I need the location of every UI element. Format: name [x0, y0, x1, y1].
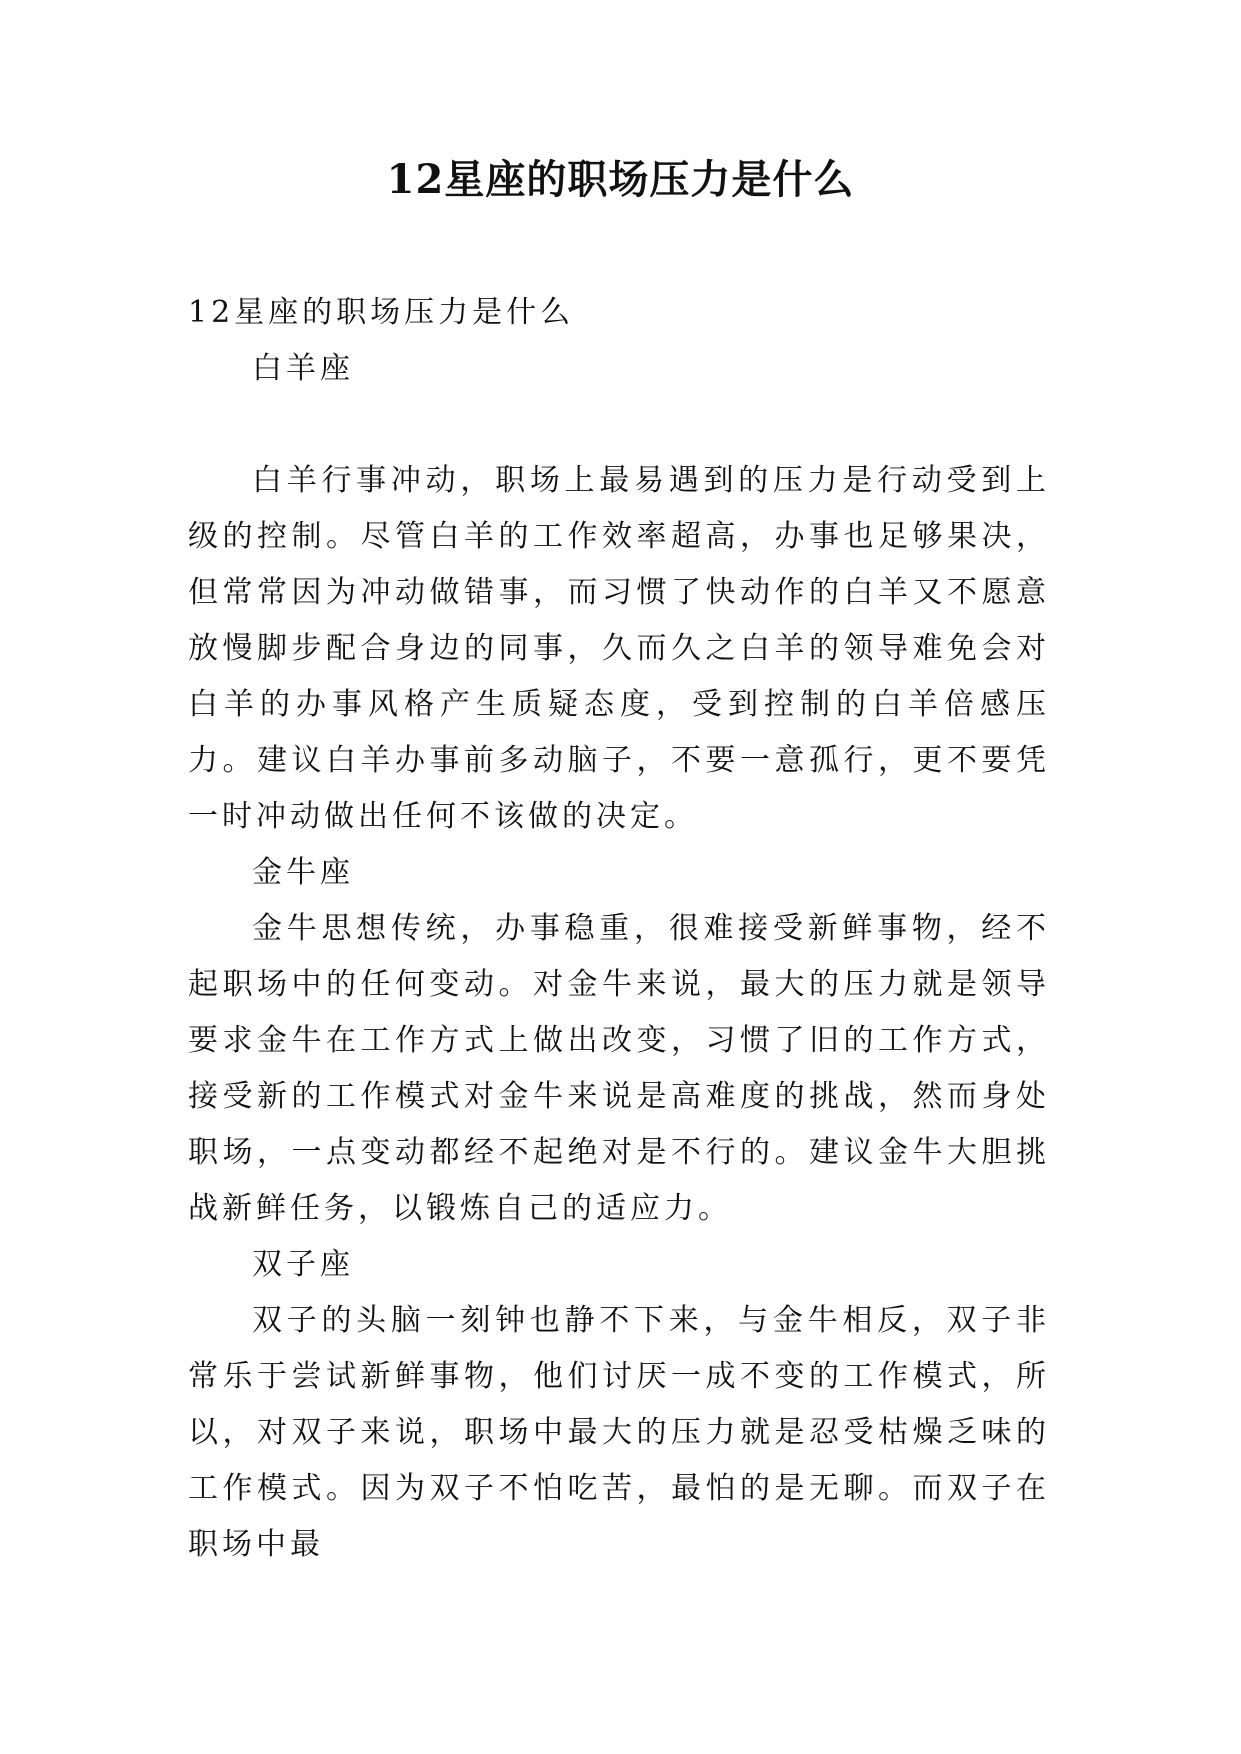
section-heading-taurus: 金牛座 — [252, 855, 354, 890]
section-heading-gemini: 双子座 — [252, 1247, 354, 1282]
section-paragraph-aries: 白羊行事冲动，职场上最易遇到的压力是行动受到上级的控制。尽管白羊的工作效率超高，办事也足够果决，但常常因为冲动做错事，而习惯了快动作的白羊又不愿意放慢脚步配合身边的同事，久而久之白羊的领导难免会对白羊的办事风格产生质疑态度，受到控制的白羊倍感压力。建议白羊办事前多动脑子，不要一意孤行，更不要凭一时冲动做出任何不该做的决定。 — [188, 463, 1050, 834]
blank-line — [188, 397, 1050, 453]
document-subtitle: 12星座的职场压力是什么 — [188, 295, 575, 330]
document-title: 12星座的职场压力是什么 — [386, 156, 855, 203]
section-paragraph-taurus: 金牛思想传统，办事稳重，很难接受新鲜事物，经不起职场中的任何变动。对金牛来说，最大的压力就是领导要求金牛在工作方式上做出改变，习惯了旧的工作方式，接受新的工作模式对金牛来说是高难度的挑战，然而身处职场，一点变动都经不起绝对是不行的。建议金牛大胆挑战新鲜任务，以锻炼自己的适应力。 — [188, 911, 1050, 1226]
section-paragraph-gemini: 双子的头脑一刻钟也静不下来，与金牛相反，双子非常乐于尝试新鲜事物，他们讨厌一成不变的工作模式，所以，对双子来说，职场中最大的压力就是忍受枯燥乏味的工作模式。因为双子不怕吃苦，最怕的是无聊。而双子在职场中最 — [188, 1303, 1050, 1562]
document-body — [188, 285, 1050, 1573]
section-heading-aries: 白羊座 — [252, 351, 354, 386]
